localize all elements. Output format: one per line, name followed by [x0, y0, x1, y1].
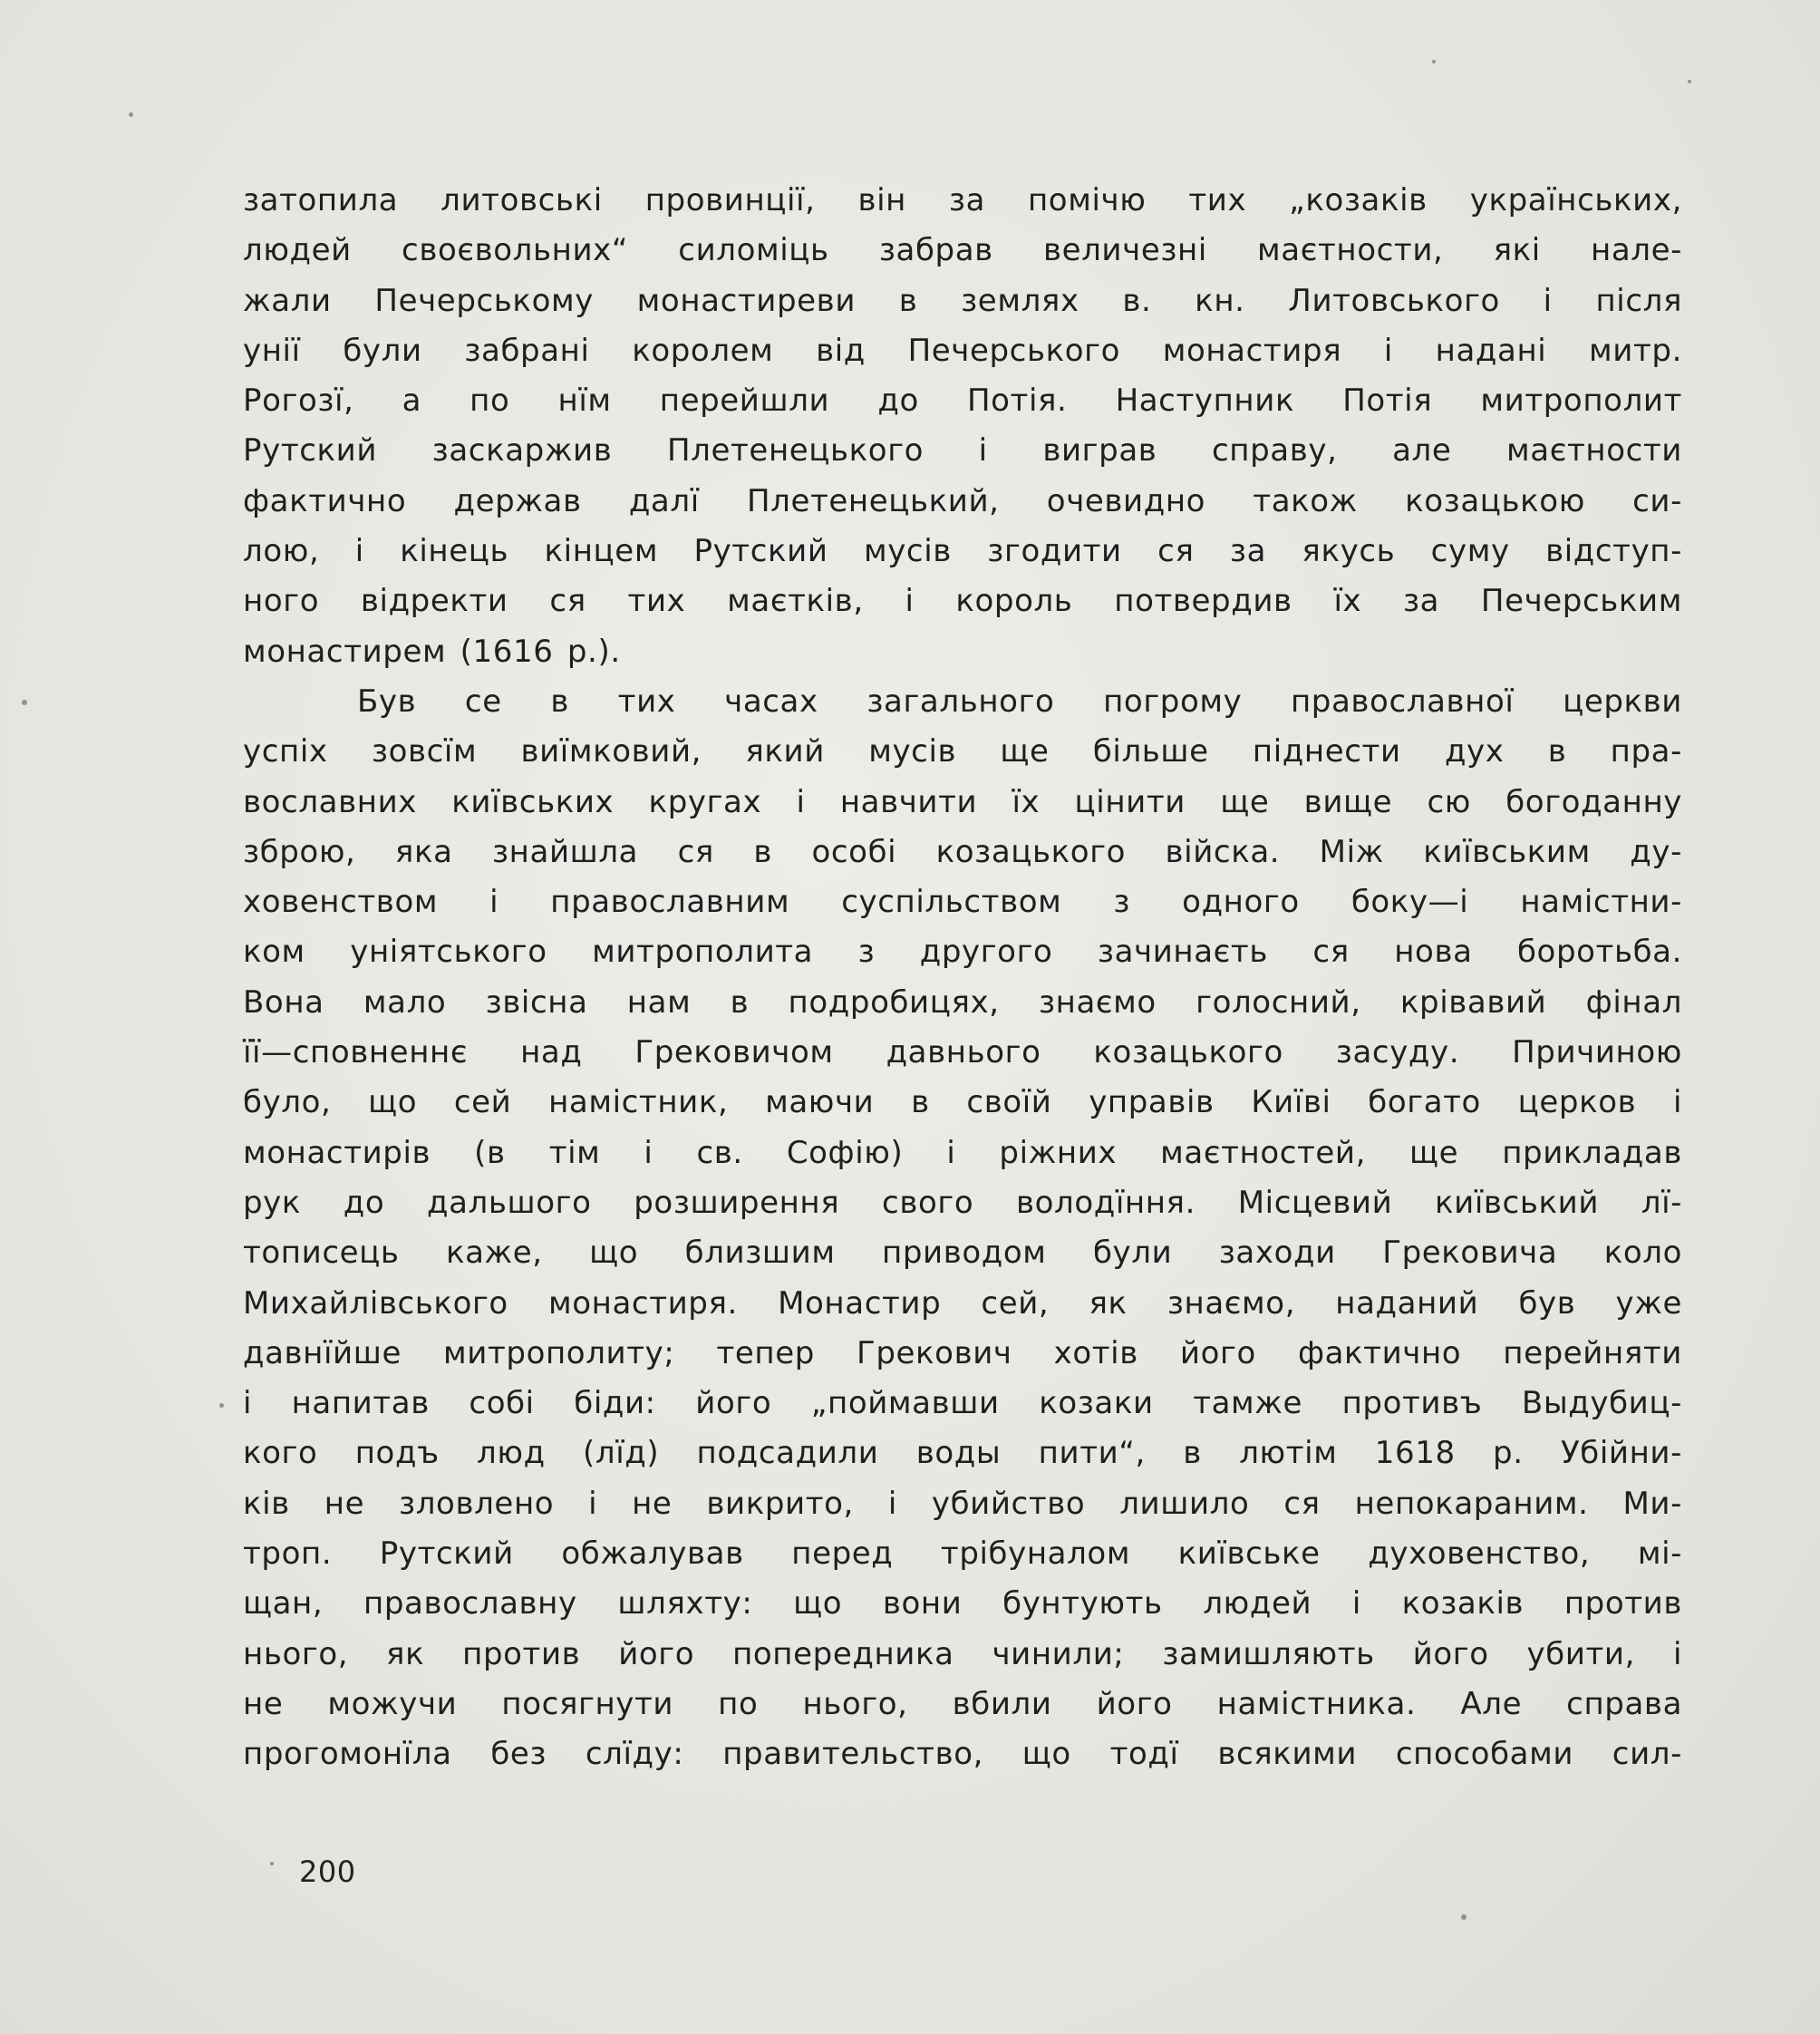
text-line: її—сповненнє над Грековичом давнього козацького засуду. Причиною	[243, 1034, 1682, 1071]
text-line: лою, і кінець кінцем Рутский мусів згодити ся за якусь суму відступ-	[243, 533, 1682, 570]
text-line: ків не зловлено і не викрито, і убийство лишило ся непокараним. Ми-	[243, 1485, 1682, 1522]
paper-speck	[270, 1862, 274, 1865]
text-line: фактично держав далї Плетенецький, очевидно також козацькою си-	[243, 482, 1682, 519]
text-line: прогомонїла без слїду: правительство, що тодї всякими способами сил-	[243, 1736, 1682, 1773]
text-line: Рутский заскаржив Плетенецького і виграв справу, але маєтности	[243, 432, 1682, 470]
text-line: успіх зовсїм виїмковий, який мусів ще більше піднести дух в пра-	[243, 733, 1682, 770]
text-line: унії були забрані королем від Печерського монастиря і надані митр.	[243, 332, 1682, 369]
text-line: монастирів (в тім і св. Софію) і ріжних маєтностей, ще прикладав	[243, 1134, 1682, 1171]
page-number: 200	[299, 1855, 356, 1889]
text-line: і напитав собі біди: його „поймавши козаки тамже противъ Выдубиц-	[243, 1385, 1682, 1422]
text-line: зброю, яка знайшла ся в особі козацького війска. Між київським ду-	[243, 833, 1682, 870]
text-line: вославних київських кругах і навчити їх цінити ще вище сю богоданну	[243, 783, 1682, 820]
text-line: Михайлівського монастиря. Монастир сей, як знаємо, наданий був уже	[243, 1284, 1682, 1322]
text-line: ховенством і православним суспільством з одного боку—і намістни-	[243, 884, 1682, 921]
text-line: затопила литовські провинції, він за помічю тих „козаків українських,	[243, 182, 1682, 218]
text-line: людей своєвольних“ силоміць забрав величезні маєтности, які нале-	[243, 232, 1682, 269]
text-line: щан, православну шляхту: що вони бунтують людей і козаків против	[243, 1585, 1682, 1622]
paper-speck	[219, 1403, 224, 1408]
text-line: не можучи посягнути по нього, вбили його намістника. Але справа	[243, 1685, 1682, 1722]
text-line: жали Печерському монастиреви в землях в. кн. Литовського і після	[243, 282, 1682, 319]
text-line: нього, як против його попередника чинили; замишляють його убити, і	[243, 1635, 1682, 1672]
text-line: рук до дальшого розширення свого володїння. Місцевий київський лї-	[243, 1184, 1682, 1221]
paper-speck	[22, 700, 27, 705]
text-line: ного відректи ся тих маєтків, і король потвердив їх за Печерським	[243, 583, 1682, 620]
text-line: кого подъ люд (лїд) подсадили воды пити“, в лютім 1618 р. Убійни-	[243, 1435, 1682, 1472]
paper-speck	[1432, 60, 1436, 63]
paper-speck	[129, 112, 133, 117]
text-line: Вона мало звісна нам в подробицях, знаємо голосний, крівавий фінал	[243, 983, 1682, 1021]
text-line: ком уніятського митрополита з другого зачинаєть ся нова боротьба.	[243, 934, 1682, 971]
page-text	[243, 176, 1682, 1780]
paper-speck	[1461, 1914, 1467, 1920]
paper-speck	[1688, 80, 1691, 83]
text-line: давнїйше митрополиту; тепер Грекович хотів його фактично перейняти	[243, 1334, 1682, 1371]
text-line: троп. Рутский обжалував перед трібуналом київське духовенство, мі-	[243, 1535, 1682, 1573]
text-line-paragraph-start: Був се в тих часах загального погрому православної церкви	[357, 683, 1682, 720]
text-line: Рогозї, а по нїм перейшли до Потія. Наступник Потія митрополит	[243, 383, 1682, 420]
text-line: тописець каже, що близшим приводом були заходи Грековича коло	[243, 1235, 1682, 1272]
text-line: було, що сей намістник, маючи в своїй управів Київі богато церков і	[243, 1084, 1682, 1121]
text-line-paragraph-end: монастирем (1616 р.).	[243, 633, 621, 670]
